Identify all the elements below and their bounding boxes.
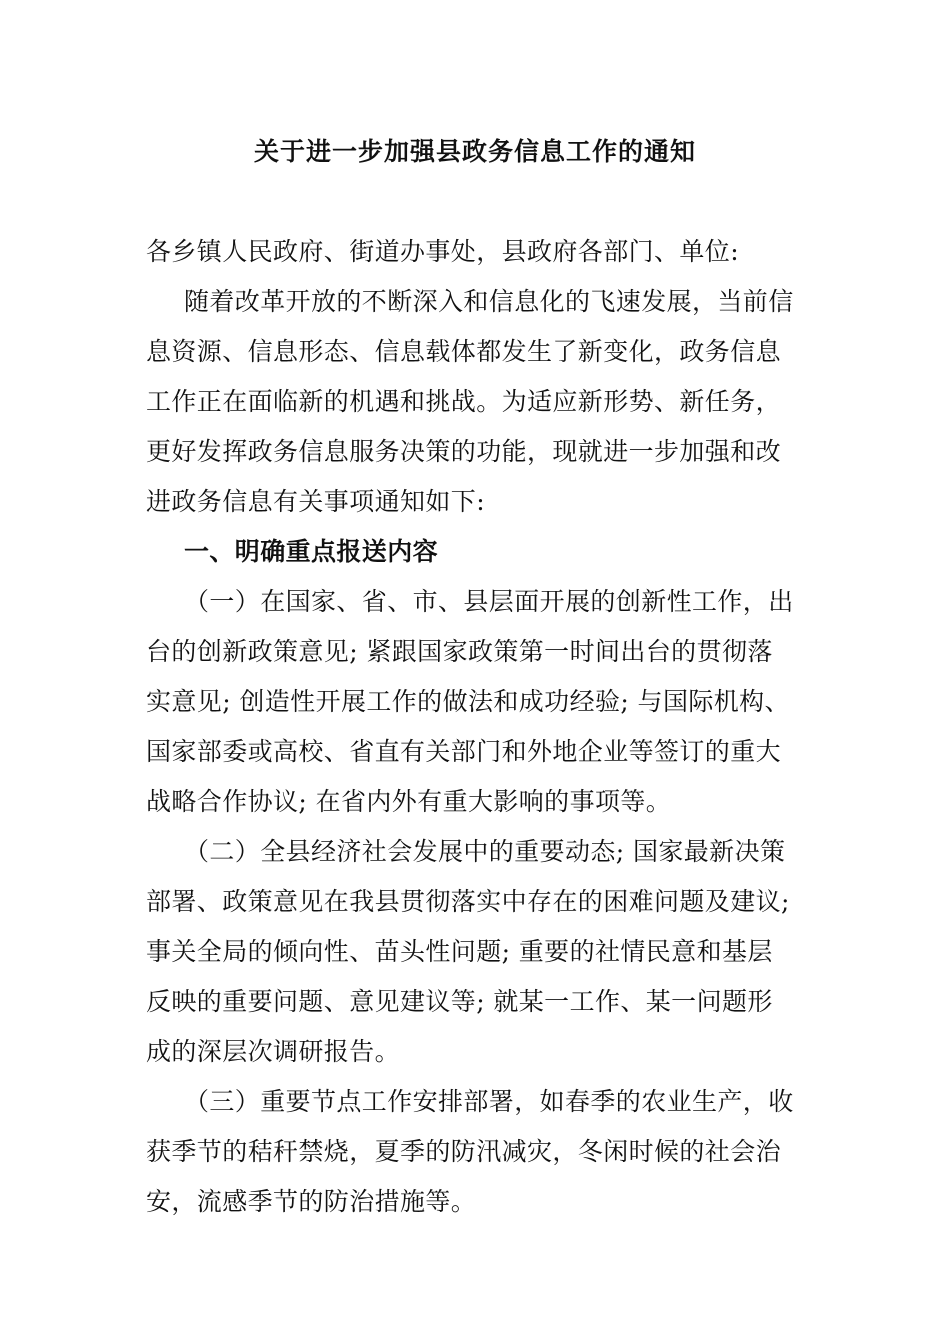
paragraph-line: 台的创新政策意见; 紧跟国家政策第一时间出台的贯彻落 bbox=[146, 637, 773, 666]
paragraph-line: 战略合作协议; 在省内外有重大影响的事项等。 bbox=[146, 787, 672, 816]
paragraph-line: 部署、政策意见在我县贯彻落实中存在的困难问题及建议; bbox=[146, 887, 790, 916]
paragraph-line: 进政务信息有关事项通知如下: bbox=[146, 487, 486, 516]
paragraph-line: 反映的重要问题、意见建议等; 就某一工作、某一问题形 bbox=[146, 987, 773, 1016]
paragraph-line: （一）在国家、省、市、县层面开展的创新性工作，出 bbox=[184, 587, 794, 616]
paragraph-line: 更好发挥政务信息服务决策的功能，现就进一步加强和改 bbox=[146, 437, 782, 466]
paragraph-line: 实意见; 创造性开展工作的做法和成功经验; 与国际机构、 bbox=[146, 687, 790, 716]
salutation-line: 各乡镇人民政府、街道办事处，县政府各部门、单位: bbox=[146, 237, 740, 266]
paragraph-line: （三）重要节点工作安排部署，如春季的农业生产，收 bbox=[184, 1087, 794, 1116]
paragraph-line: 国家部委或高校、省直有关部门和外地企业等签订的重大 bbox=[146, 737, 782, 766]
document-title: 关于进一步加强县政务信息工作的通知 bbox=[253, 137, 696, 166]
paragraph-line: 随着改革开放的不断深入和信息化的飞速发展，当前信 bbox=[184, 287, 794, 316]
paragraph-line: 成的深层次调研报告。 bbox=[146, 1037, 401, 1066]
paragraph-line: 事关全局的倾向性、苗头性问题; 重要的社情民意和基层 bbox=[146, 937, 773, 966]
section-heading: 一、明确重点报送内容 bbox=[184, 537, 439, 566]
paragraph-line: 获季节的秸秆禁烧，夏季的防汛减灾，冬闲时候的社会治 bbox=[146, 1137, 782, 1166]
document-body bbox=[146, 227, 806, 1227]
paragraph-line: 安，流感季节的防治措施等。 bbox=[146, 1187, 477, 1216]
paragraph-line: （二）全县经济社会发展中的重要动态; 国家最新决策 bbox=[184, 837, 786, 866]
paragraph-line: 工作正在面临新的机遇和挑战。为适应新形势、新任务， bbox=[146, 387, 782, 416]
paragraph-line: 息资源、信息形态、信息载体都发生了新变化，政务信息 bbox=[146, 337, 782, 366]
